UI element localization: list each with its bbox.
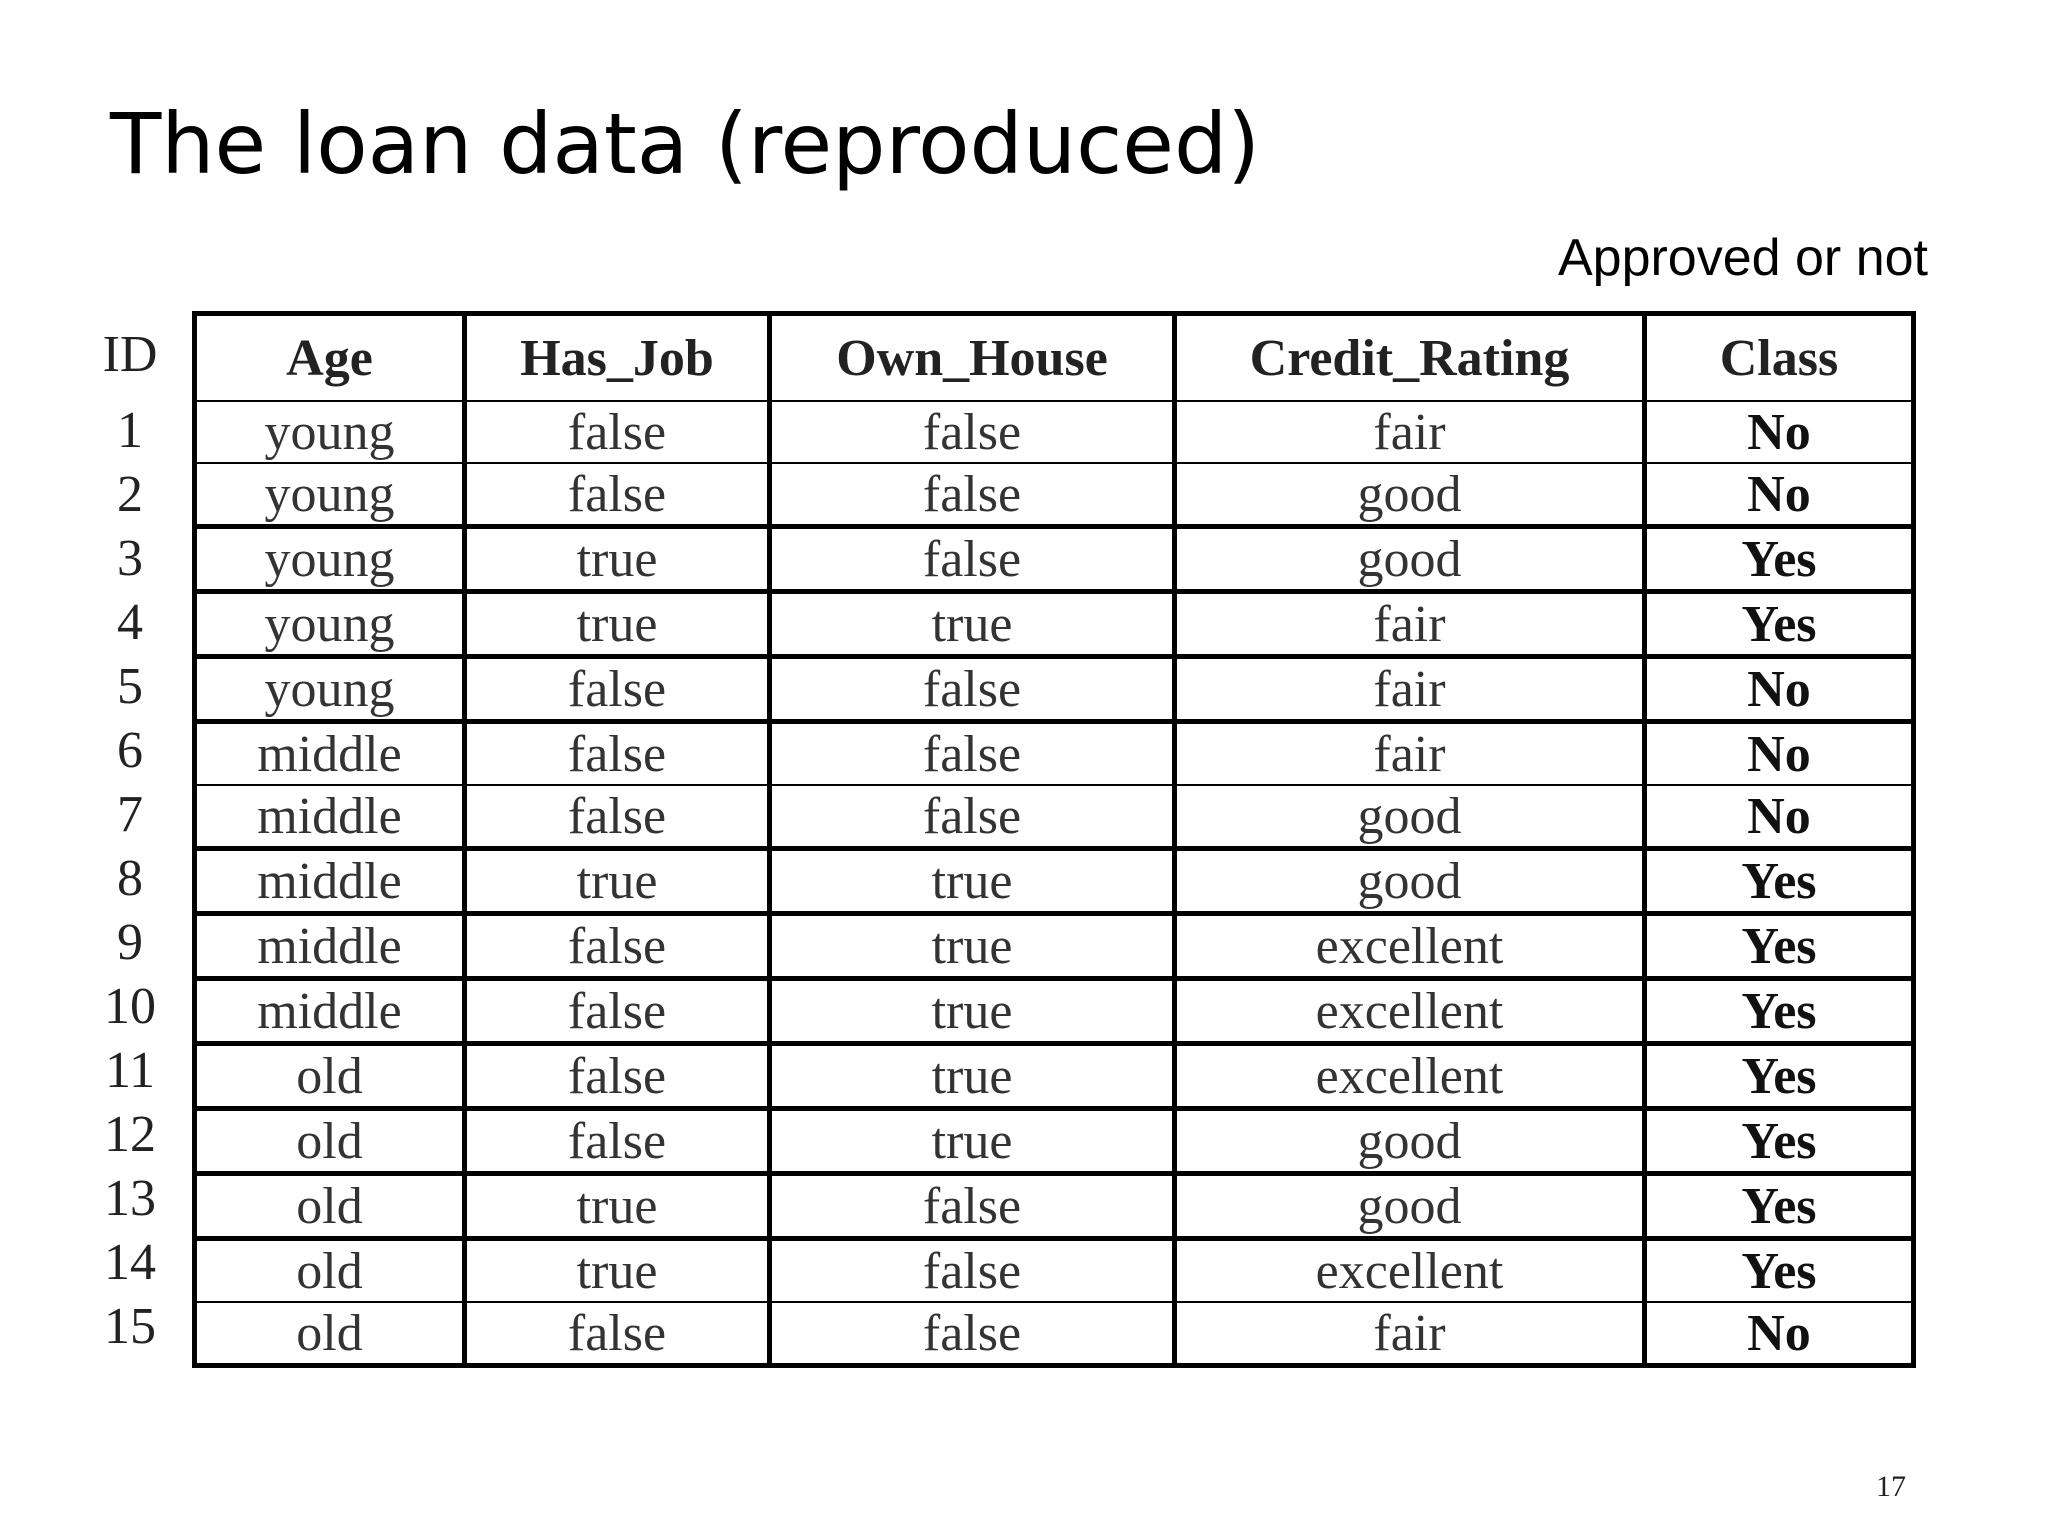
cell-has-job: false [465, 979, 770, 1044]
cell-credit-rating: good [1175, 849, 1645, 914]
row-id: 9 [117, 914, 143, 971]
row-id: 1 [117, 402, 143, 459]
cell-class: Yes [1645, 1239, 1914, 1303]
cell-age: old [195, 1109, 465, 1174]
loan-data-table [192, 311, 1916, 1368]
row-id: 10 [104, 978, 156, 1035]
class-annotation: Approved or not [1557, 229, 1928, 287]
cell-has-job: true [465, 1239, 770, 1303]
cell-class: Yes [1645, 1109, 1914, 1174]
cell-class: No [1645, 722, 1914, 786]
table-row [195, 401, 1914, 463]
cell-age: young [195, 463, 465, 527]
cell-age: middle [195, 785, 465, 849]
row-id: 13 [104, 1170, 156, 1227]
table-row [195, 527, 1914, 592]
cell-credit-rating: excellent [1175, 1239, 1645, 1303]
cell-own-house: false [770, 657, 1175, 722]
cell-credit-rating: fair [1175, 657, 1645, 722]
cell-age: middle [195, 722, 465, 786]
table-row [195, 914, 1914, 979]
row-id: 8 [117, 850, 143, 907]
cell-age: young [195, 527, 465, 592]
table-row [195, 1044, 1914, 1109]
cell-own-house: false [770, 401, 1175, 463]
cell-class: Yes [1645, 527, 1914, 592]
table-row [195, 592, 1914, 657]
cell-class: No [1645, 1302, 1914, 1366]
cell-age: old [195, 1239, 465, 1303]
cell-credit-rating: good [1175, 1109, 1645, 1174]
cell-class: Yes [1645, 592, 1914, 657]
cell-credit-rating: good [1175, 527, 1645, 592]
table-row [195, 1239, 1914, 1303]
row-id: 7 [117, 786, 143, 843]
cell-age: middle [195, 849, 465, 914]
header-class: Class [1645, 314, 1914, 402]
cell-own-house: true [770, 1044, 1175, 1109]
cell-own-house: false [770, 1239, 1175, 1303]
table-row [195, 1302, 1914, 1366]
cell-own-house: true [770, 849, 1175, 914]
cell-own-house: true [770, 1109, 1175, 1174]
cell-has-job: false [465, 722, 770, 786]
table-row [195, 785, 1914, 849]
cell-own-house: true [770, 914, 1175, 979]
cell-age: young [195, 401, 465, 463]
table-row [195, 722, 1914, 786]
cell-has-job: true [465, 849, 770, 914]
table-row [195, 1109, 1914, 1174]
cell-has-job: false [465, 401, 770, 463]
cell-own-house: true [770, 979, 1175, 1044]
cell-has-job: true [465, 1174, 770, 1239]
cell-credit-rating: excellent [1175, 1044, 1645, 1109]
cell-credit-rating: fair [1175, 401, 1645, 463]
id-column [60, 311, 200, 1359]
table-row [195, 463, 1914, 527]
cell-has-job: false [465, 1109, 770, 1174]
cell-has-job: true [465, 592, 770, 657]
cell-credit-rating: excellent [1175, 914, 1645, 979]
cell-class: No [1645, 785, 1914, 849]
cell-credit-rating: good [1175, 785, 1645, 849]
cell-age: middle [195, 914, 465, 979]
slide-title: The loan data (reproduced) [110, 95, 1261, 193]
header-credit-rating: Credit_Rating [1175, 314, 1645, 402]
cell-credit-rating: good [1175, 463, 1645, 527]
cell-class: Yes [1645, 1174, 1914, 1239]
cell-own-house: false [770, 463, 1175, 527]
table-row [195, 849, 1914, 914]
cell-credit-rating: fair [1175, 1302, 1645, 1366]
cell-own-house: false [770, 722, 1175, 786]
cell-own-house: false [770, 1302, 1175, 1366]
cell-age: old [195, 1302, 465, 1366]
cell-has-job: false [465, 463, 770, 527]
table-header-row [195, 314, 1914, 402]
cell-own-house: false [770, 527, 1175, 592]
row-id: 6 [117, 722, 143, 779]
row-id: 2 [117, 466, 143, 523]
header-own-house: Own_House [770, 314, 1175, 402]
cell-class: Yes [1645, 1044, 1914, 1109]
row-id: 4 [117, 594, 143, 651]
table-row [195, 979, 1914, 1044]
cell-age: old [195, 1174, 465, 1239]
cell-has-job: false [465, 914, 770, 979]
cell-class: No [1645, 657, 1914, 722]
row-id: 3 [117, 530, 143, 587]
cell-age: old [195, 1044, 465, 1109]
cell-has-job: false [465, 1302, 770, 1366]
table-row [195, 1174, 1914, 1239]
table-row [195, 657, 1914, 722]
cell-has-job: false [465, 1044, 770, 1109]
cell-credit-rating: fair [1175, 592, 1645, 657]
header-has-job: Has_Job [465, 314, 770, 402]
cell-credit-rating: excellent [1175, 979, 1645, 1044]
cell-class: Yes [1645, 914, 1914, 979]
cell-own-house: false [770, 1174, 1175, 1239]
cell-own-house: true [770, 592, 1175, 657]
cell-age: young [195, 657, 465, 722]
page-number: 17 [1876, 1470, 1906, 1503]
cell-class: No [1645, 401, 1914, 463]
cell-class: No [1645, 463, 1914, 527]
cell-has-job: true [465, 527, 770, 592]
cell-age: young [195, 592, 465, 657]
id-header: ID [102, 326, 158, 383]
row-id: 5 [117, 658, 143, 715]
cell-has-job: false [465, 785, 770, 849]
cell-own-house: false [770, 785, 1175, 849]
cell-class: Yes [1645, 849, 1914, 914]
row-id: 11 [104, 1042, 156, 1099]
row-id: 15 [104, 1298, 156, 1355]
row-id: 14 [104, 1234, 156, 1291]
header-age: Age [195, 314, 465, 402]
row-id: 12 [104, 1106, 156, 1163]
cell-credit-rating: fair [1175, 722, 1645, 786]
cell-class: Yes [1645, 979, 1914, 1044]
cell-credit-rating: good [1175, 1174, 1645, 1239]
cell-has-job: false [465, 657, 770, 722]
cell-age: middle [195, 979, 465, 1044]
